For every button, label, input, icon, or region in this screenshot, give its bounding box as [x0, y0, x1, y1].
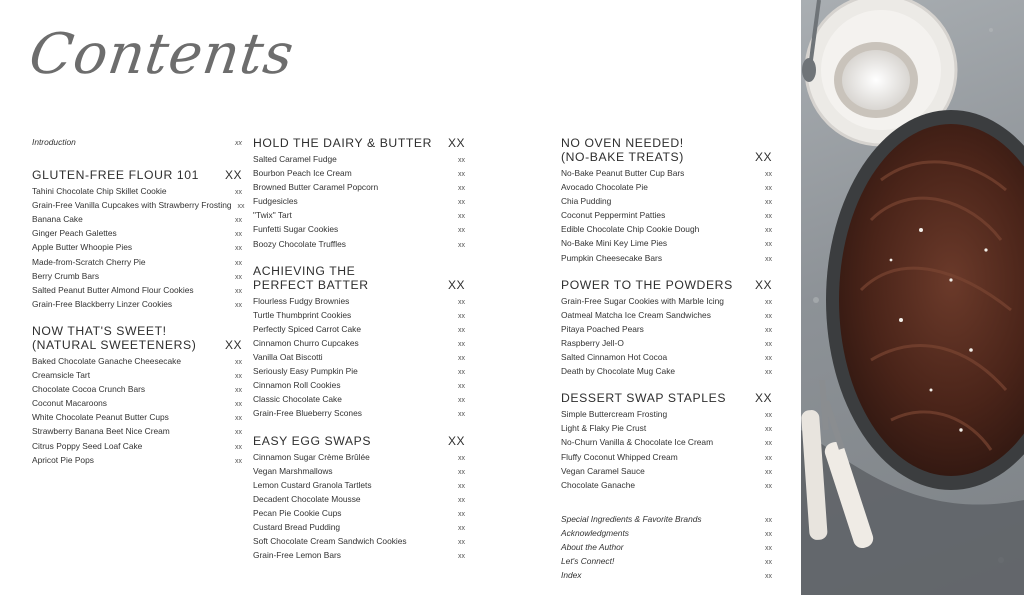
toc-entry-page: xx	[765, 369, 772, 377]
toc-entry-label: Light & Flaky Pie Crust	[561, 423, 647, 434]
toc-entry-page: xx	[458, 369, 465, 377]
toc-entry-pecan-pie-cookie-cups[interactable]	[253, 507, 465, 521]
toc-entry-vanilla-oat-biscotti[interactable]	[253, 351, 465, 365]
toc-entry-page: xx	[458, 199, 465, 207]
toc-entry-index[interactable]	[561, 569, 772, 583]
toc-entry-label: Banana Cake	[32, 214, 83, 225]
toc-entry-page: xx	[235, 189, 242, 197]
toc-entry-page: xx	[458, 157, 465, 164]
toc-entry-label: No-Bake Mini Key Lime Pies	[561, 238, 668, 249]
toc-entry-label: Salted Caramel Fudge	[253, 154, 337, 164]
toc-section-achieving-the-perfect-batter	[253, 264, 465, 422]
toc-entry-page: xx	[765, 185, 772, 193]
toc-entry-page: xx	[765, 454, 772, 462]
toc-entry-page: xx	[458, 340, 465, 348]
section-heading-line: PERFECT BATTER	[253, 277, 369, 292]
toc-entry-page: xx	[235, 245, 242, 253]
toc-entry-label: Index	[561, 570, 582, 581]
section-heading-text	[561, 391, 726, 405]
section-heading-text	[561, 278, 733, 292]
toc-entry-grain-free-blackberry-linzer-cookies[interactable]	[32, 298, 242, 312]
toc-entry-page: xx	[458, 510, 465, 518]
toc-entry-page: xx	[458, 553, 465, 561]
toc-entry-label: Death by Chocolate Mug Cake	[561, 366, 676, 377]
toc-entry-page: xx	[458, 171, 465, 179]
toc-entry-page: xx	[765, 530, 772, 538]
toc-entry-page: xx	[458, 355, 465, 363]
toc-entry-page: xx	[765, 412, 772, 420]
toc-entry-label: Perfectly Spiced Carrot Cake	[253, 323, 361, 334]
section-heading[interactable]	[253, 264, 465, 292]
section-heading-line: NOW THAT'S SWEET!	[32, 323, 167, 338]
toc-entry-apricot-pie-pops[interactable]	[32, 454, 242, 468]
section-page-number: XX	[447, 433, 465, 448]
toc-entry-label: Made-from-Scratch Cherry Pie	[32, 256, 146, 267]
toc-entry-coconut-macaroons[interactable]	[32, 397, 242, 411]
toc-entry-coconut-peppermint-patties[interactable]	[561, 209, 772, 223]
toc-entry-label: Seriously Easy Pumpkin Pie	[253, 366, 358, 377]
toc-entry-tahini-chocolate-chip-skillet-cookie[interactable]	[32, 185, 242, 199]
toc-entry-label: White Chocolate Peanut Butter Cups	[32, 412, 169, 423]
toc-section-no-oven-needed-no-bake-treats	[561, 136, 772, 266]
toc-entry-label: Berry Crumb Bars	[32, 270, 100, 281]
toc-sections	[32, 168, 245, 468]
section-heading-line: NO OVEN NEEDED!	[561, 136, 684, 150]
section-heading-line: ACHIEVING THE	[253, 263, 356, 278]
toc-entry-strawberry-banana-beet-nice-cream[interactable]	[32, 425, 242, 439]
toc-entry-page: xx	[458, 185, 465, 193]
toc-entry-label: Cinnamon Sugar Crème Brûlée	[253, 451, 370, 462]
toc-entry-bourbon-peach-ice-cream[interactable]	[253, 167, 465, 181]
toc-entry-page: xx	[458, 482, 465, 490]
toc-section-hold-the-dairy-butter	[253, 136, 465, 252]
toc-entry-seriously-easy-pumpkin-pie[interactable]	[253, 365, 465, 379]
toc-entry-label: Flourless Fudgy Brownies	[253, 295, 350, 306]
toc-entry-berry-crumb-bars[interactable]	[32, 270, 242, 284]
toc-entry-page: xx	[458, 496, 465, 504]
toc-entry-label: Soft Chocolate Cream Sandwich Cookies	[253, 536, 407, 547]
toc-entry-avocado-chocolate-pie[interactable]	[561, 181, 772, 195]
toc-section-power-to-the-powders	[561, 278, 772, 380]
toc-entry-page: xx	[765, 544, 772, 552]
section-heading[interactable]	[32, 168, 242, 182]
section-page-number: XX	[224, 337, 242, 352]
toc-entry-vegan-marshmallows[interactable]	[253, 465, 465, 479]
toc-entry-label: Grain-Free Sugar Cookies with Marble Icing	[561, 295, 724, 306]
toc-entry-page: xx	[235, 287, 242, 295]
toc-entry-label: Salted Cinnamon Hot Cocoa	[561, 352, 668, 363]
toc-entry-label: Chocolate Ganache	[561, 479, 636, 490]
section-page-number: XX	[754, 150, 772, 164]
toc-entry-page: xx	[765, 199, 772, 207]
toc-back-matter	[561, 513, 772, 583]
section-heading[interactable]	[561, 391, 772, 405]
dessert-photo	[801, 0, 1024, 595]
toc-entry-page: xx	[765, 326, 772, 334]
section-heading[interactable]	[253, 434, 465, 448]
toc-entry-label: Salted Peanut Butter Almond Flour Cookies	[32, 284, 194, 295]
toc-entry-no-bake-peanut-butter-cup-bars[interactable]	[561, 167, 772, 181]
toc-entry-cinnamon-churro-cupcakes[interactable]	[253, 337, 465, 351]
toc-entry-label: "Twix" Tart	[253, 210, 292, 221]
toc-entry-white-chocolate-peanut-butter-cups[interactable]	[32, 411, 242, 425]
toc-entry-chia-pudding[interactable]	[561, 195, 772, 209]
toc-entry-edible-chocolate-chip-cookie-dough[interactable]	[561, 223, 772, 237]
toc-entry-cinnamon-roll-cookies[interactable]	[253, 379, 465, 393]
toc-entry-baked-chocolate-ganache-cheesecake[interactable]	[32, 355, 242, 369]
toc-entry-special-ingredients-favorite-brands[interactable]	[561, 513, 772, 527]
toc-entry-label: Grain-Free Lemon Bars	[253, 550, 341, 561]
toc-entry-chocolate-ganache[interactable]	[561, 479, 772, 493]
toc-entry-turtle-thumbprint-cookies[interactable]	[253, 309, 465, 323]
toc-entry-grain-free-vanilla-cupcakes-with-strawberry-frosting[interactable]	[32, 199, 245, 213]
toc-entry-page: xx	[458, 468, 465, 476]
toc-entry-page: xx	[235, 259, 242, 267]
toc-entry-page: xx	[235, 443, 242, 451]
section-heading[interactable]	[561, 136, 772, 164]
toc-section-easy-egg-swaps	[253, 434, 465, 564]
toc-entry-label: Bourbon Peach Ice Cream	[253, 168, 352, 179]
toc-entry-label: Baked Chocolate Ganache Cheesecake	[32, 355, 181, 366]
toc-entry-about-the-author[interactable]	[561, 541, 772, 555]
section-heading-text	[253, 434, 371, 448]
toc-entry-salted-caramel-fudge[interactable]	[253, 153, 465, 167]
section-heading-line: (NO-BAKE TREATS)	[561, 150, 684, 164]
toc-entry-page: xx	[458, 397, 465, 405]
toc-entry-label: Raspberry Jell-O	[561, 337, 624, 348]
toc-section-dessert-swap-staples	[561, 391, 772, 493]
toc-entry-page: xx	[237, 203, 245, 211]
toc-entry-custard-bread-pudding[interactable]	[253, 521, 465, 535]
toc-entry-no-churn-vanilla-chocolate-ice-cream[interactable]	[561, 436, 772, 450]
toc-entry-label: Pumpkin Cheesecake Bars	[561, 252, 663, 263]
toc-sections	[253, 136, 465, 563]
toc-section-now-that-s-sweet-natural-sweeteners	[32, 324, 242, 468]
toc-entry-citrus-poppy-seed-loaf-cake[interactable]	[32, 440, 242, 454]
toc-entry-label: No-Churn Vanilla & Chocolate Ice Cream	[561, 437, 714, 448]
section-page-number: XX	[447, 136, 465, 150]
section-page-number: XX	[754, 391, 772, 406]
toc-entry-salted-peanut-butter-almond-flour-cookies[interactable]	[32, 284, 242, 298]
toc-entry-label: Let's Connect!	[561, 556, 615, 567]
section-heading[interactable]	[32, 324, 242, 352]
toc-entry-page: xx	[235, 387, 242, 395]
toc-entry-boozy-chocolate-truffles[interactable]	[253, 238, 465, 252]
toc-entry-death-by-chocolate-mug-cake[interactable]	[561, 365, 772, 379]
toc-entry-label: No-Bake Peanut Butter Cup Bars	[561, 168, 685, 178]
section-page-number: XX	[447, 277, 465, 292]
toc-entry-no-bake-mini-key-lime-pies[interactable]	[561, 237, 772, 251]
toc-column-1	[32, 136, 245, 480]
toc-entry-browned-butter-caramel-popcorn[interactable]	[253, 181, 465, 195]
toc-entry-label: Boozy Chocolate Truffles	[253, 238, 346, 249]
toc-column-2	[253, 136, 465, 575]
toc-entry-page: xx	[458, 298, 465, 306]
toc-entry-apple-butter-whoopie-pies[interactable]	[32, 241, 242, 255]
toc-entry-grain-free-lemon-bars[interactable]	[253, 549, 465, 563]
toc-entry-label: About the Author	[561, 541, 624, 552]
section-heading-line: POWER TO THE POWDERS	[561, 277, 733, 292]
toc-entry-classic-chocolate-cake[interactable]	[253, 393, 465, 407]
toc-entry-cinnamon-sugar-cr-me-br-l-e[interactable]	[253, 451, 465, 465]
toc-entry-page: xx	[765, 355, 772, 363]
toc-entry-page: xx	[235, 217, 242, 225]
toc-entry-page: xx	[458, 227, 465, 235]
toc-entry-ginger-peach-galettes[interactable]	[32, 227, 242, 241]
toc-entry-label: Fluffy Coconut Whipped Cream	[561, 451, 678, 462]
toc-entry-label: Cinnamon Churro Cupcakes	[253, 337, 359, 348]
toc-entry-page: xx	[765, 468, 772, 476]
toc-entry-soft-chocolate-cream-sandwich-cookies[interactable]	[253, 535, 465, 549]
section-heading-line: HOLD THE DAIRY & BUTTER	[253, 136, 433, 150]
toc-entry-simple-buttercream-frosting[interactable]	[561, 408, 772, 422]
toc-entry-label: Custard Bread Pudding	[253, 521, 341, 532]
toc-entry-page: xx	[765, 298, 772, 306]
toc-entry-label: Funfetti Sugar Cookies	[253, 224, 339, 235]
toc-entry-acknowledgments[interactable]	[561, 527, 772, 541]
toc-entry-lemon-custard-granola-tartlets[interactable]	[253, 479, 465, 493]
toc-entry-oatmeal-matcha-ice-cream-sandwiches[interactable]	[561, 309, 772, 323]
section-heading-text	[253, 136, 432, 150]
toc-entry-grain-free-sugar-cookies-with-marble-icing[interactable]	[561, 295, 772, 309]
toc-entry-page: xx	[458, 411, 465, 419]
toc-entry-page: xx	[458, 383, 465, 391]
toc-entry-page: xx	[765, 573, 772, 581]
toc-entry-salted-cinnamon-hot-cocoa[interactable]	[561, 351, 772, 365]
section-heading-line: (NATURAL SWEETENERS)	[32, 337, 197, 352]
toc-entry-label: Fudgesicles	[253, 196, 298, 207]
toc-entry-label: Grain-Free Blueberry Scones	[253, 408, 362, 419]
toc-entry-page: xx	[765, 241, 772, 249]
toc-entry-label: Grain-Free Vanilla Cupcakes with Strawberry Frosting	[32, 200, 232, 211]
toc-entry-banana-cake[interactable]	[32, 213, 242, 227]
toc-entry-page: xx	[235, 140, 242, 147]
toc-entry-page: xx	[458, 326, 465, 334]
page-title: Contents	[25, 22, 299, 87]
section-heading-line: EASY EGG SWAPS	[253, 433, 372, 448]
toc-entry-page: xx	[765, 516, 772, 524]
toc-entry-label: Turtle Thumbprint Cookies	[253, 309, 352, 320]
section-heading-line: DESSERT SWAP STAPLES	[561, 391, 727, 406]
toc-entry-label: Special Ingredients & Favorite Brands	[561, 513, 702, 524]
toc-entry-page: xx	[458, 213, 465, 221]
toc-entry-page: xx	[765, 171, 772, 178]
toc-entry-label: Acknowledgments	[561, 527, 629, 538]
toc-entry-label: Vegan Marshmallows	[253, 465, 333, 476]
toc-entry-fudgesicles[interactable]	[253, 195, 465, 209]
toc-entry-page: xx	[235, 301, 242, 309]
toc-entry-page: xx	[235, 429, 242, 437]
toc-entry-label: Introduction	[32, 137, 76, 147]
section-heading-text	[561, 136, 684, 164]
toc-entry-page: xx	[765, 340, 772, 348]
toc-entry-label: Vanilla Oat Biscotti	[253, 352, 323, 363]
toc-entry-perfectly-spiced-carrot-cake[interactable]	[253, 323, 465, 337]
toc-entry-page: xx	[765, 255, 772, 263]
toc-entry-label: Classic Chocolate Cake	[253, 394, 342, 405]
section-heading[interactable]	[561, 278, 772, 292]
toc-entry-made-from-scratch-cherry-pie[interactable]	[32, 256, 242, 270]
toc-entry-page: xx	[458, 524, 465, 532]
toc-entry-page: xx	[765, 312, 772, 320]
toc-entry-label: Chocolate Cocoa Crunch Bars	[32, 384, 146, 395]
toc-entry-label: Ginger Peach Galettes	[32, 228, 117, 239]
toc-entry-decadent-chocolate-mousse[interactable]	[253, 493, 465, 507]
toc-entry-page: xx	[458, 454, 465, 462]
toc-entry-label: Decadent Chocolate Mousse	[253, 493, 361, 504]
toc-entry-page: xx	[765, 426, 772, 434]
toc-entry-page: xx	[235, 358, 242, 366]
toc-entry-label: Edible Chocolate Chip Cookie Dough	[561, 224, 700, 235]
toc-entry-page: xx	[235, 415, 242, 423]
toc-entry-twix-tart[interactable]	[253, 209, 465, 223]
toc-entry-pitaya-poached-pears[interactable]	[561, 323, 772, 337]
toc-entry-label: Creamsicle Tart	[32, 370, 91, 381]
toc-entry-label: Coconut Peppermint Patties	[561, 210, 666, 221]
toc-entry-page: xx	[765, 559, 772, 567]
chocolate-skillet-illustration	[801, 0, 1024, 595]
toc-entry-introduction[interactable]	[32, 136, 242, 150]
toc-entry-page: xx	[458, 241, 465, 249]
toc-entry-page: xx	[235, 273, 242, 281]
toc-entry-page: xx	[765, 482, 772, 490]
toc-entry-grain-free-blueberry-scones[interactable]	[253, 407, 465, 421]
toc-entry-raspberry-jell-o[interactable]	[561, 337, 772, 351]
toc-entry-page: xx	[235, 231, 242, 239]
section-page-number: XX	[224, 168, 242, 183]
toc-entry-creamsicle-tart[interactable]	[32, 369, 242, 383]
toc-entry-page: xx	[458, 539, 465, 547]
toc-entry-vegan-caramel-sauce[interactable]	[561, 465, 772, 479]
toc-entry-label: Chia Pudding	[561, 196, 612, 207]
toc-entry-label: Grain-Free Blackberry Linzer Cookies	[32, 298, 173, 309]
toc-entry-label: Apricot Pie Pops	[32, 454, 94, 465]
toc-entry-label: Browned Butter Caramel Popcorn	[253, 182, 379, 193]
toc-entry-page: xx	[235, 401, 242, 409]
toc-entry-label: Strawberry Banana Beet Nice Cream	[32, 426, 170, 437]
toc-entry-label: Apple Butter Whoopie Pies	[32, 242, 133, 253]
toc-section-gluten-free-flour-101	[32, 168, 245, 312]
toc-entry-page: xx	[235, 457, 242, 465]
toc-column-3	[561, 136, 772, 583]
toc-entry-label: Pitaya Poached Pears	[561, 323, 644, 334]
toc-entry-label: Tahini Chocolate Chip Skillet Cookie	[32, 186, 167, 197]
section-page-number: XX	[754, 277, 772, 292]
toc-entry-label: Simple Buttercream Frosting	[561, 409, 668, 420]
section-heading-text	[32, 168, 199, 182]
toc-entry-label: Vegan Caramel Sauce	[561, 465, 645, 476]
section-heading[interactable]	[253, 136, 465, 150]
section-heading-text	[32, 324, 196, 352]
toc-entry-light-flaky-pie-crust[interactable]	[561, 422, 772, 436]
toc-entry-label: Coconut Macaroons	[32, 398, 107, 409]
toc-entry-page: xx	[235, 373, 242, 381]
section-heading-line: GLUTEN-FREE FLOUR 101	[32, 168, 200, 183]
toc-sections	[561, 136, 772, 493]
toc-entry-chocolate-cocoa-crunch-bars[interactable]	[32, 383, 242, 397]
toc-entry-label: Citrus Poppy Seed Loaf Cake	[32, 440, 143, 451]
toc-entry-label: Oatmeal Matcha Ice Cream Sandwiches	[561, 309, 711, 320]
toc-entry-label: Pecan Pie Cookie Cups	[253, 507, 342, 518]
toc-entry-label: Lemon Custard Granola Tartlets	[253, 479, 372, 490]
toc-entry-page: xx	[765, 440, 772, 448]
toc-entry-let-s-connect[interactable]	[561, 555, 772, 569]
toc-entry-fluffy-coconut-whipped-cream[interactable]	[561, 451, 772, 465]
section-heading-text	[253, 264, 369, 292]
toc-entry-page: xx	[765, 213, 772, 221]
toc-entry-label: Cinnamon Roll Cookies	[253, 380, 341, 391]
toc-entry-page: xx	[458, 312, 465, 320]
toc-entry-funfetti-sugar-cookies[interactable]	[253, 223, 465, 237]
toc-entry-page: xx	[765, 227, 772, 235]
toc-entry-flourless-fudgy-brownies[interactable]	[253, 295, 465, 309]
toc-entry-pumpkin-cheesecake-bars[interactable]	[561, 252, 772, 266]
toc-entry-label: Avocado Chocolate Pie	[561, 182, 648, 193]
